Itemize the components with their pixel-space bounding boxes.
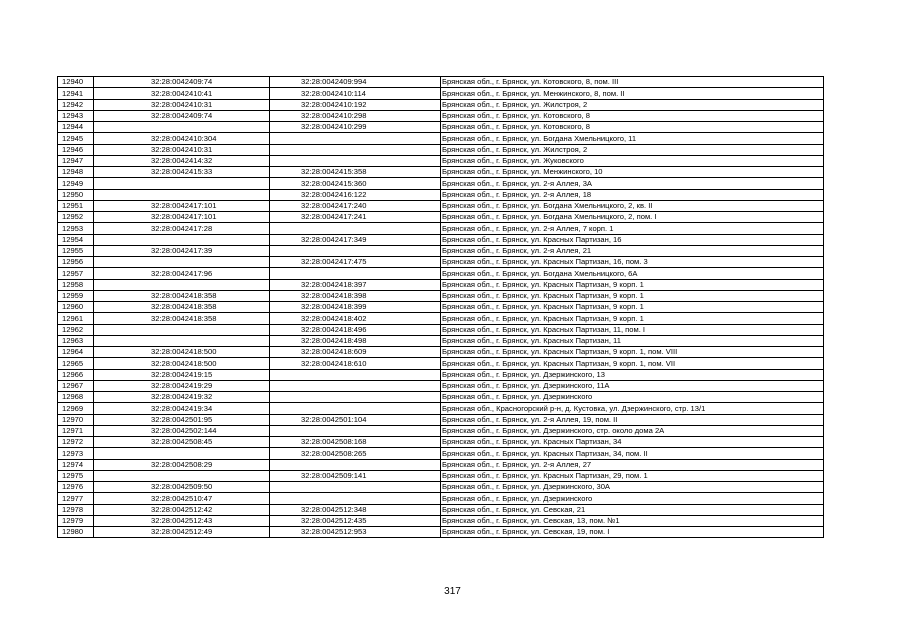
cadastral-land-cell: 32:28:0042508:29 <box>94 459 270 470</box>
cadastral-object-cell <box>270 425 441 436</box>
table-row <box>58 133 824 144</box>
cadastral-object-cell: 32:28:0042416:122 <box>270 189 441 200</box>
cadastral-land-cell: 32:28:0042418:358 <box>94 302 270 313</box>
row-number-cell: 12957 <box>58 268 94 279</box>
table-row <box>58 437 824 448</box>
cadastral-object-cell: 32:28:0042512:435 <box>270 515 441 526</box>
cadastral-object-cell: 32:28:0042501:104 <box>270 414 441 425</box>
address-cell: Брянская обл., г. Брянск, ул. Богдана Хмельницкого, 11 <box>441 133 824 144</box>
row-number-cell: 12975 <box>58 470 94 481</box>
cadastral-land-cell <box>94 234 270 245</box>
address-cell: Брянская обл., г. Брянск, ул. Менжинского, 8, пом. II <box>441 88 824 99</box>
row-number-cell: 12956 <box>58 257 94 268</box>
cadastral-land-cell: 32:28:0042410:31 <box>94 144 270 155</box>
cadastral-object-cell: 32:28:0042512:348 <box>270 504 441 515</box>
cadastral-object-cell: 32:28:0042410:192 <box>270 99 441 110</box>
address-cell: Брянская обл., г. Брянск, ул. Дзержинского, 30А <box>441 482 824 493</box>
cadastral-object-cell <box>270 268 441 279</box>
table-row <box>58 470 824 481</box>
address-cell: Брянская обл., г. Брянск, ул. Жилстроя, 2 <box>441 99 824 110</box>
cadastral-land-cell: 32:28:0042419:15 <box>94 369 270 380</box>
cadastral-object-cell: 32:28:0042512:953 <box>270 527 441 538</box>
table-row <box>58 290 824 301</box>
cadastral-land-cell <box>94 189 270 200</box>
cadastral-object-cell: 32:28:0042415:358 <box>270 167 441 178</box>
cadastral-object-cell: 32:28:0042409:994 <box>270 77 441 88</box>
address-cell: Брянская обл., Красногорский р-н, д. Кустовка, ул. Дзержинского, стр. 13/1 <box>441 403 824 414</box>
cadastral-land-cell: 32:28:0042418:358 <box>94 313 270 324</box>
cadastral-land-cell: 32:28:0042502:144 <box>94 425 270 436</box>
table-row <box>58 369 824 380</box>
address-cell: Брянская обл., г. Брянск, ул. Красных Партизан, 9 корп. 1 <box>441 302 824 313</box>
cadastral-land-cell: 32:28:0042417:101 <box>94 200 270 211</box>
table-row <box>58 189 824 200</box>
row-number-cell: 12959 <box>58 290 94 301</box>
table-row <box>58 482 824 493</box>
address-cell: Брянская обл., г. Брянск, ул. Богдана Хмельницкого, 2, пом. I <box>441 212 824 223</box>
row-number-cell: 12944 <box>58 122 94 133</box>
table-row <box>58 313 824 324</box>
address-cell: Брянская обл., г. Брянск, ул. Красных Партизан, 16, пом. 3 <box>441 257 824 268</box>
cadastral-object-cell: 32:28:0042509:141 <box>270 470 441 481</box>
cadastral-object-cell: 32:28:0042417:241 <box>270 212 441 223</box>
address-cell: Брянская обл., г. Брянск, ул. Дзержинского <box>441 493 824 504</box>
cadastral-land-cell: 32:28:0042417:96 <box>94 268 270 279</box>
address-cell: Брянская обл., г. Брянск, ул. Красных Партизан, 11 <box>441 335 824 346</box>
address-cell: Брянская обл., г. Брянск, ул. Дзержинского, стр. около дома 2А <box>441 425 824 436</box>
table-row <box>58 268 824 279</box>
table-row <box>58 358 824 369</box>
table-row <box>58 504 824 515</box>
row-number-cell: 12976 <box>58 482 94 493</box>
address-cell: Брянская обл., г. Брянск, ул. Котовского, 8 <box>441 122 824 133</box>
cadastral-object-cell: 32:28:0042410:114 <box>270 88 441 99</box>
row-number-cell: 12979 <box>58 515 94 526</box>
address-cell: Брянская обл., г. Брянск, ул. Красных Партизан, 9 корп. 1 <box>441 290 824 301</box>
table-row <box>58 302 824 313</box>
table-row <box>58 223 824 234</box>
row-number-cell: 12968 <box>58 392 94 403</box>
cadastral-object-cell: 32:28:0042418:609 <box>270 347 441 358</box>
cadastral-land-cell: 32:28:0042512:42 <box>94 504 270 515</box>
cadastral-land-cell <box>94 122 270 133</box>
row-number-cell: 12963 <box>58 335 94 346</box>
table-row <box>58 212 824 223</box>
address-cell: Брянская обл., г. Брянск, ул. 2-я Аллея, 19, пом. II <box>441 414 824 425</box>
cadastral-land-cell <box>94 470 270 481</box>
cadastral-object-cell: 32:28:0042417:240 <box>270 200 441 211</box>
table-row <box>58 414 824 425</box>
cadastral-land-cell <box>94 324 270 335</box>
cadastral-land-cell: 32:28:0042410:304 <box>94 133 270 144</box>
table-row <box>58 178 824 189</box>
cadastral-land-cell: 32:28:0042409:74 <box>94 110 270 121</box>
cadastral-object-cell: 32:28:0042418:610 <box>270 358 441 369</box>
row-number-cell: 12974 <box>58 459 94 470</box>
row-number-cell: 12940 <box>58 77 94 88</box>
table-row <box>58 459 824 470</box>
address-cell: Брянская обл., г. Брянск, ул. Красных Партизан, 16 <box>441 234 824 245</box>
cadastral-object-cell <box>270 133 441 144</box>
address-cell: Брянская обл., г. Брянск, ул. 2-я Аллея, 21 <box>441 245 824 256</box>
table-row <box>58 403 824 414</box>
table-row <box>58 155 824 166</box>
row-number-cell: 12971 <box>58 425 94 436</box>
cadastral-land-cell <box>94 335 270 346</box>
row-number-cell: 12955 <box>58 245 94 256</box>
table-body <box>58 77 824 538</box>
address-cell: Брянская обл., г. Брянск, ул. Красных Партизан, 9 корп. 1, пом. VII <box>441 358 824 369</box>
cadastral-object-cell <box>270 392 441 403</box>
table-row <box>58 234 824 245</box>
row-number-cell: 12946 <box>58 144 94 155</box>
address-cell: Брянская обл., г. Брянск, ул. Жилстроя, 2 <box>441 144 824 155</box>
cadastral-object-cell: 32:28:0042418:397 <box>270 279 441 290</box>
address-cell: Брянская обл., г. Брянск, ул. Богдана Хмельницкого, 2, кв. II <box>441 200 824 211</box>
address-cell: Брянская обл., г. Брянск, ул. Дзержинского, 13 <box>441 369 824 380</box>
table-row <box>58 335 824 346</box>
table-row <box>58 77 824 88</box>
row-number-cell: 12964 <box>58 347 94 358</box>
row-number-cell: 12945 <box>58 133 94 144</box>
cadastral-land-cell: 32:28:0042409:74 <box>94 77 270 88</box>
cadastral-object-cell: 32:28:0042508:265 <box>270 448 441 459</box>
row-number-cell: 12948 <box>58 167 94 178</box>
cadastral-object-cell: 32:28:0042418:496 <box>270 324 441 335</box>
cadastral-object-cell: 32:28:0042418:398 <box>270 290 441 301</box>
row-number-cell: 12953 <box>58 223 94 234</box>
row-number-cell: 12970 <box>58 414 94 425</box>
cadastral-object-cell <box>270 369 441 380</box>
cadastral-object-cell: 32:28:0042417:475 <box>270 257 441 268</box>
cadastral-object-cell <box>270 493 441 504</box>
row-number-cell: 12966 <box>58 369 94 380</box>
table-row <box>58 448 824 459</box>
table-row <box>58 392 824 403</box>
cadastral-land-cell: 32:28:0042419:32 <box>94 392 270 403</box>
cadastral-object-cell: 32:28:0042418:399 <box>270 302 441 313</box>
cadastral-object-cell: 32:28:0042410:298 <box>270 110 441 121</box>
address-cell: Брянская обл., г. Брянск, ул. Дзержинского, 11А <box>441 380 824 391</box>
address-cell: Брянская обл., г. Брянск, ул. Красных Партизан, 29, пом. 1 <box>441 470 824 481</box>
cadastral-object-cell: 32:28:0042418:498 <box>270 335 441 346</box>
cadastral-land-cell: 32:28:0042417:28 <box>94 223 270 234</box>
row-number-cell: 12943 <box>58 110 94 121</box>
table-row <box>58 200 824 211</box>
address-cell: Брянская обл., г. Брянск, ул. Севская, 13, пом. №1 <box>441 515 824 526</box>
table-row <box>58 99 824 110</box>
row-number-cell: 12954 <box>58 234 94 245</box>
cadastral-object-cell <box>270 223 441 234</box>
cadastral-land-cell: 32:28:0042414:32 <box>94 155 270 166</box>
table-row <box>58 257 824 268</box>
cadastral-land-cell: 32:28:0042417:101 <box>94 212 270 223</box>
cadastral-object-cell: 32:28:0042410:299 <box>270 122 441 133</box>
table-row <box>58 380 824 391</box>
address-cell: Брянская обл., г. Брянск, ул. Богдана Хмельницкого, 6А <box>441 268 824 279</box>
row-number-cell: 12980 <box>58 527 94 538</box>
address-cell: Брянская обл., г. Брянск, ул. 2-я Аллея, 27 <box>441 459 824 470</box>
address-cell: Брянская обл., г. Брянск, ул. Красных Партизан, 34, пом. II <box>441 448 824 459</box>
row-number-cell: 12969 <box>58 403 94 414</box>
table-row <box>58 347 824 358</box>
address-cell: Брянская обл., г. Брянск, ул. Севская, 21 <box>441 504 824 515</box>
address-cell: Брянская обл., г. Брянск, ул. Котовского, 8 <box>441 110 824 121</box>
row-number-cell: 12952 <box>58 212 94 223</box>
row-number-cell: 12972 <box>58 437 94 448</box>
cadastral-land-cell <box>94 279 270 290</box>
address-cell: Брянская обл., г. Брянск, ул. Жуковского <box>441 155 824 166</box>
cadastral-object-cell <box>270 155 441 166</box>
address-cell: Брянская обл., г. Брянск, ул. Красных Партизан, 9 корп. 1, пом. VIII <box>441 347 824 358</box>
table-row <box>58 88 824 99</box>
cadastral-land-cell <box>94 448 270 459</box>
table-row <box>58 493 824 504</box>
cadastral-land-cell: 32:28:0042418:500 <box>94 358 270 369</box>
cadastral-land-cell: 32:28:0042419:29 <box>94 380 270 391</box>
address-cell: Брянская обл., г. Брянск, ул. Менжинского, 10 <box>441 167 824 178</box>
address-cell: Брянская обл., г. Брянск, ул. Севская, 19, пом. I <box>441 527 824 538</box>
cadastral-land-cell: 32:28:0042508:45 <box>94 437 270 448</box>
row-number-cell: 12947 <box>58 155 94 166</box>
address-cell: Брянская обл., г. Брянск, ул. Красных Партизан, 34 <box>441 437 824 448</box>
cadastral-object-cell <box>270 403 441 414</box>
cadastral-land-cell: 32:28:0042418:500 <box>94 347 270 358</box>
table-row <box>58 122 824 133</box>
cadastral-object-cell <box>270 245 441 256</box>
table-row <box>58 245 824 256</box>
cadastral-object-cell: 32:28:0042508:168 <box>270 437 441 448</box>
row-number-cell: 12950 <box>58 189 94 200</box>
table-row <box>58 279 824 290</box>
row-number-cell: 12949 <box>58 178 94 189</box>
table-row <box>58 527 824 538</box>
cadastral-land-cell: 32:28:0042512:43 <box>94 515 270 526</box>
cadastral-land-cell: 32:28:0042410:41 <box>94 88 270 99</box>
row-number-cell: 12967 <box>58 380 94 391</box>
cadastral-land-cell <box>94 257 270 268</box>
cadastral-object-cell <box>270 144 441 155</box>
cadastral-object-cell <box>270 380 441 391</box>
cadastral-land-cell: 32:28:0042419:34 <box>94 403 270 414</box>
cadastral-object-cell: 32:28:0042417:349 <box>270 234 441 245</box>
row-number-cell: 12942 <box>58 99 94 110</box>
row-number-cell: 12973 <box>58 448 94 459</box>
row-number-cell: 12965 <box>58 358 94 369</box>
table-row <box>58 167 824 178</box>
cadastral-land-cell: 32:28:0042417:39 <box>94 245 270 256</box>
address-cell: Брянская обл., г. Брянск, ул. 2-я Аллея, 3А <box>441 178 824 189</box>
row-number-cell: 12977 <box>58 493 94 504</box>
cadastral-land-cell: 32:28:0042418:358 <box>94 290 270 301</box>
table-row <box>58 425 824 436</box>
address-cell: Брянская обл., г. Брянск, ул. Красных Партизан, 9 корп. 1 <box>441 279 824 290</box>
address-cell: Брянская обл., г. Брянск, ул. 2-я Аллея, 7 корп. 1 <box>441 223 824 234</box>
address-cell: Брянская обл., г. Брянск, ул. Котовского, 8, пом. III <box>441 77 824 88</box>
cadastral-object-cell: 32:28:0042415:360 <box>270 178 441 189</box>
address-cell: Брянская обл., г. Брянск, ул. Красных Партизан, 9 корп. 1 <box>441 313 824 324</box>
row-number-cell: 12941 <box>58 88 94 99</box>
row-number-cell: 12958 <box>58 279 94 290</box>
table-row <box>58 110 824 121</box>
row-number-cell: 12960 <box>58 302 94 313</box>
table-row <box>58 144 824 155</box>
page-number: 317 <box>444 586 461 597</box>
row-number-cell: 12962 <box>58 324 94 335</box>
cadastral-land-cell: 32:28:0042415:33 <box>94 167 270 178</box>
cadastral-land-cell: 32:28:0042512:49 <box>94 527 270 538</box>
row-number-cell: 12978 <box>58 504 94 515</box>
cadastral-object-cell <box>270 482 441 493</box>
cadastral-land-cell <box>94 178 270 189</box>
cadastral-land-cell: 32:28:0042509:50 <box>94 482 270 493</box>
cadastral-land-cell: 32:28:0042501:95 <box>94 414 270 425</box>
cadastral-object-cell: 32:28:0042418:402 <box>270 313 441 324</box>
row-number-cell: 12961 <box>58 313 94 324</box>
table-row <box>58 324 824 335</box>
address-cell: Брянская обл., г. Брянск, ул. 2-я Аллея, 18 <box>441 189 824 200</box>
table-row <box>58 515 824 526</box>
cadastral-land-cell: 32:28:0042410:31 <box>94 99 270 110</box>
row-number-cell: 12951 <box>58 200 94 211</box>
cadastral-object-cell <box>270 459 441 470</box>
address-cell: Брянская обл., г. Брянск, ул. Красных Партизан, 11, пом. I <box>441 324 824 335</box>
address-cell: Брянская обл., г. Брянск, ул. Дзержинского <box>441 392 824 403</box>
cadastral-land-cell: 32:28:0042510:47 <box>94 493 270 504</box>
property-register-table <box>57 76 824 538</box>
